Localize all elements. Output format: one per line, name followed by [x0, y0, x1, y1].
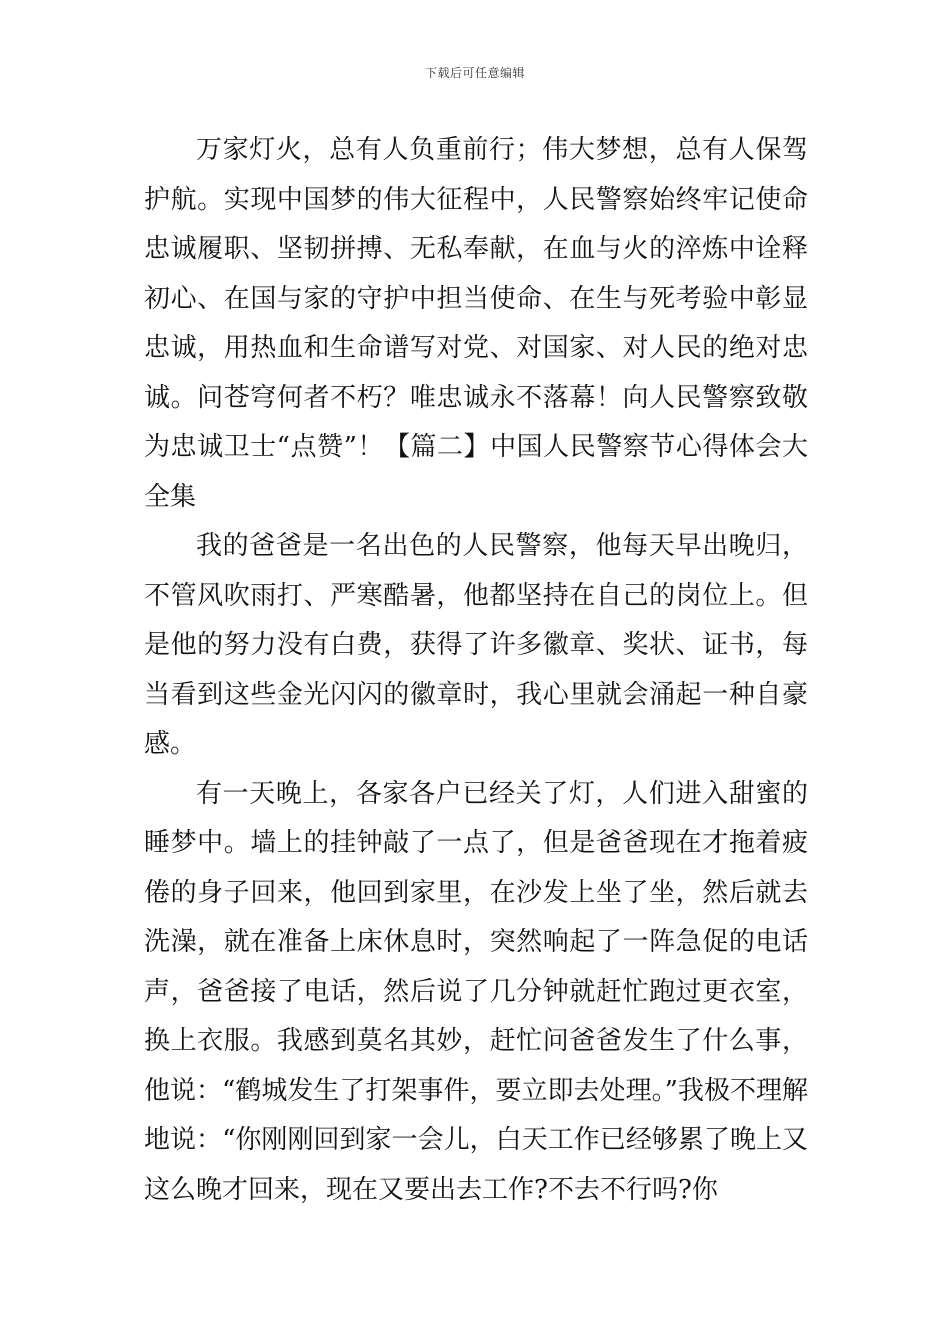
page-header: 下载后可任意编辑 [424, 66, 525, 80]
document-body [144, 126, 808, 1215]
paragraph-1: 万家灯火，总有人负重前行；伟大梦想，总有人保驾护航。实现中国梦的伟大征程中，人民警察始终牢记使命忠诚履职、坚韧拼搏、无私奉献，在血与火的淬炼中诠释初心、在国与家的守护中担当使命、在生与死考验中彰显忠诚，用热血和生命谱写对党、对国家、对人民的绝对忠诚。问苍穹何者不朽？唯忠诚永不落幕！向人民警察致敬为忠诚卫士“点赞”！【篇二】中国人民警察节心得体会大全集 [144, 135, 808, 512]
paragraph-3: 有一天晚上，各家各户已经关了灯，人们进入甜蜜的睡梦中。墙上的挂钟敲了一点了，但是爸爸现在才拖着疲倦的身子回来，他回到家里，在沙发上坐了坐，然后就去洗澡，就在准备上床休息时，突然响起了一阵急促的电话声，爸爸接了电话，然后说了几分钟就赶忙跑过更衣室，换上衣服。我感到莫名其妙，赶忙问爸爸发生了什么事，他说：“鹤城发生了打架事件，要立即去处理。”我极不理解地说：“你刚刚回到家一会儿，白天工作已经够累了晚上又这么晚才回来，现在又要出去工作?不去不行吗?你 [144, 778, 808, 1205]
paragraph-2: 我的爸爸是一名出色的人民警察，他每天早出晚归，不管风吹雨打、严寒酷暑，他都坚持在自己的岗位上。但是他的努力没有白费，获得了许多徽章、奖状、证书，每当看到这些金光闪闪的徽章时，我心里就会涌起一种自豪感。 [144, 531, 808, 759]
